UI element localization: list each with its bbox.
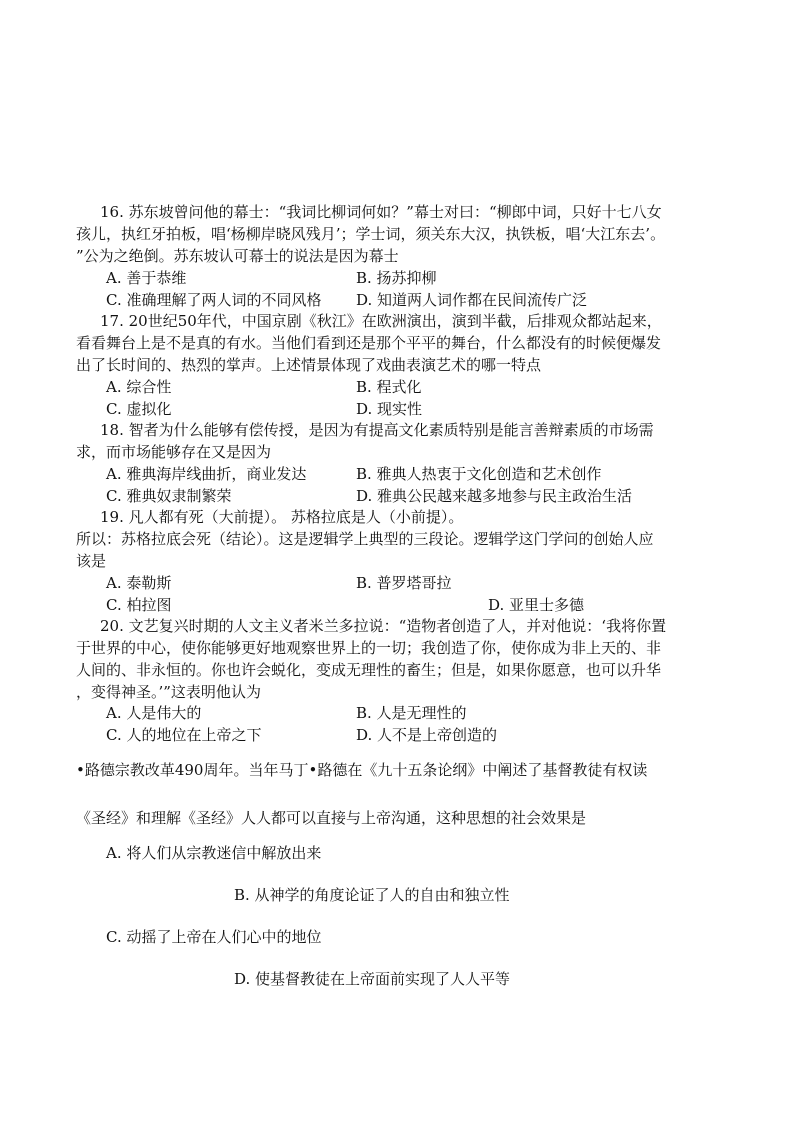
q17-stem-line-3: 出了长时间的、热烈的掌声。上述情景体现了戏曲表演艺术的哪一特点: [76, 356, 542, 374]
q19-stem-line-2: 所以：苏格拉底会死（结论）。这是逻辑学上典型的三段论。逻辑学这门学问的创始人应: [76, 530, 654, 548]
q21-option-a[interactable]: A. 将人们从宗教迷信中解放出来: [106, 844, 322, 862]
q21-option-b[interactable]: B. 从神学的角度论证了人的自由和独立性: [234, 886, 510, 904]
q19-stem-line-3: 该是: [76, 552, 107, 570]
q21-stem-line-1: •路德宗教改革490周年。当年马丁•路德在《九十五条论纲》中阐述了基督教徒有权读: [76, 761, 648, 779]
q18-option-a[interactable]: A. 雅典海岸线曲折，商业发达: [106, 465, 307, 483]
q18-option-d[interactable]: D. 雅典公民越来越多地参与民主政治生活: [356, 487, 633, 505]
q20-option-c[interactable]: C. 人的地位在上帝之下: [106, 726, 262, 744]
q20-stem-line-4: ，变得神圣。’”这表明他认为: [76, 683, 261, 701]
q21-option-c[interactable]: C. 动摇了上帝在人们心中的地位: [106, 928, 322, 946]
q17-stem-line-2: 看看舞台上是不是真的有水。当他们看到还是那个平平的舞台，什么都没有的时候便爆发: [76, 334, 662, 352]
q16-stem-line-3: ”公为之绝倒。苏东坡认可幕士的说法是因为幕士: [76, 247, 399, 265]
q17-option-c[interactable]: C. 虚拟化: [106, 400, 172, 418]
q16-stem-line-2: 孩儿，执红牙拍板，唱‘杨柳岸晓风残月’；学士词，须关东大汉，执铁板，唱‘大江东去’。: [76, 225, 666, 243]
q20-stem-line-2: 于世界的中心，使你能够更好地观察世界上的一切；我创造了你，使你成为非上天的、非: [76, 639, 662, 657]
q20-stem-line-3: 人间的、非永恒的。你也许会蜕化，变成无理性的畜生；但是，如果你愿意，也可以升华: [76, 661, 662, 679]
q19-option-c[interactable]: C. 柏拉图: [106, 596, 172, 614]
q17-option-d[interactable]: D. 现实性: [356, 400, 423, 418]
q17-option-b[interactable]: B. 程式化: [356, 378, 422, 396]
q18-stem-line-1: 18. 智者为什么能够有偿传授，是因为有提高文化素质特别是能言善辩素质的市场需: [100, 421, 654, 439]
q21-option-d[interactable]: D. 使基督教徒在上帝面前实现了人人平等: [234, 970, 511, 988]
q17-option-a[interactable]: A. 综合性: [106, 378, 172, 396]
q20-option-a[interactable]: A. 人是伟大的: [106, 704, 202, 722]
q18-option-c[interactable]: C. 雅典奴隶制繁荣: [106, 487, 232, 505]
q20-stem-line-1: 20. 文艺复兴时期的人文主义者米兰多拉说：“造物者创造了人，并对他说：‘我将你置: [100, 617, 667, 635]
q18-option-b[interactable]: B. 雅典人热衷于文化创造和艺术创作: [356, 465, 602, 483]
q16-option-c[interactable]: C. 准确理解了两人词的不同风格: [106, 291, 322, 309]
q20-option-b[interactable]: B. 人是无理性的: [356, 704, 467, 722]
q19-option-a[interactable]: A. 泰勒斯: [106, 574, 172, 592]
q21-stem-line-2: 《圣经》和理解《圣经》人人都可以直接与上帝沟通，这种思想的社会效果是: [76, 809, 587, 827]
q19-option-d[interactable]: D. 亚里士多德: [488, 596, 585, 614]
q16-stem-line-1: 16. 苏东坡曾问他的幕士：“我词比柳词何如？”幕士对曰：“柳郎中词，只好十七八女: [100, 203, 662, 221]
q19-option-b[interactable]: B. 普罗塔哥拉: [356, 574, 452, 592]
q19-stem-line-1: 19. 凡人都有死（大前提）。 苏格拉底是人（小前提）。: [100, 508, 464, 526]
q16-option-b[interactable]: B. 扬苏抑柳: [356, 269, 437, 287]
q20-option-d[interactable]: D. 人不是上帝创造的: [356, 726, 498, 744]
q16-option-a[interactable]: A. 善于恭维: [106, 269, 187, 287]
q18-stem-line-2: 求，而市场能够存在又是因为: [76, 443, 272, 461]
q16-option-d[interactable]: D. 知道两人词作都在民间流传广泛: [356, 291, 588, 309]
q17-stem-line-1: 17. 20世纪50年代，中国京剧《秋江》在欧洲演出，演到半截，后排观众都站起来，: [100, 312, 662, 330]
